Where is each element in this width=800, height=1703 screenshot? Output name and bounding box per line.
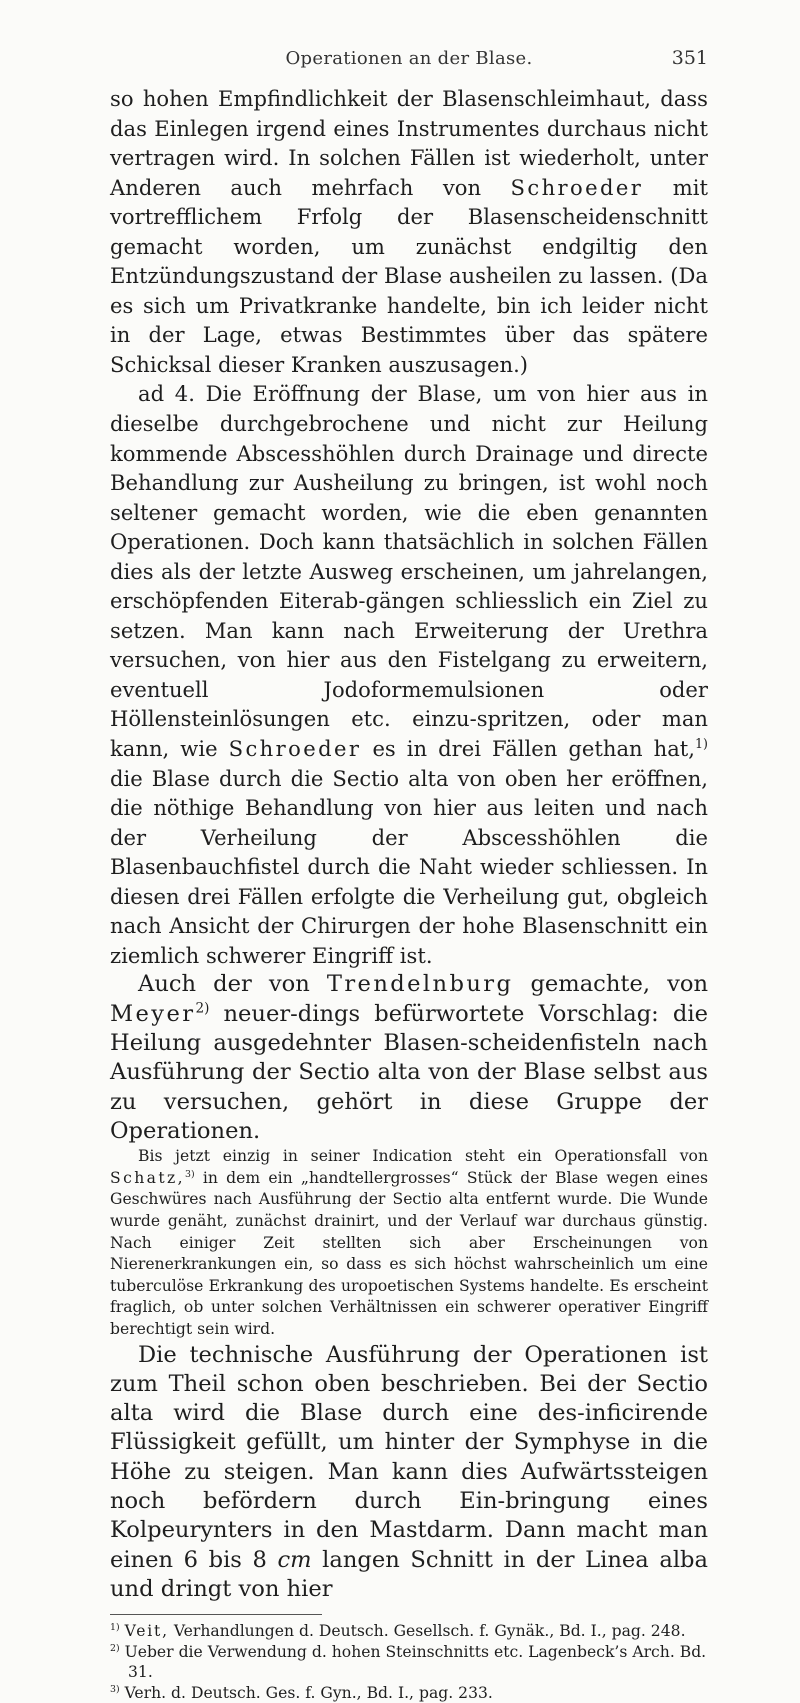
footnote — [110, 1621, 708, 1642]
author-name: Veit, — [124, 1622, 169, 1641]
author-name: Meyer — [110, 1000, 196, 1027]
footnote-text: Verh. d. Deutsch. Ges. f. Gyn., Bd. I., pag. 233. — [124, 1683, 493, 1702]
footnote-mark: 2) — [110, 1642, 120, 1654]
unit: cm — [277, 1546, 312, 1573]
page-number: 351 — [671, 47, 708, 69]
paragraph-ad-4 — [110, 379, 708, 970]
text-run: Die technische Ausführung der Operationen ist zum Theil schon oben beschrieben. Bei der Sectio alta wird die Blase durch eine des-inficirende Flüssigkeit gefüllt, um hinter der Symphyse in die Höhe zu steigen. Man kann dies Aufwärtssteigen noch befördern durch Ein-bringung eines Kolpeurynters in den Mastdarm. Dann macht man einen 6 bis 8 — [110, 1341, 708, 1573]
footnote-ref: 3) — [185, 1168, 195, 1180]
text-run: langen Schnitt in der Linea alba und dringt von hier — [110, 1546, 708, 1602]
running-header — [110, 0, 708, 84]
footnotes — [110, 1621, 708, 1703]
text-run: in dem ein „handtellergrosses“ Stück der Blase wegen eines Geschwüres nach Ausführung der Sectio alta entfernt wurde. Die Wunde wurde genäht, zunächst drainirt, und der Verlauf war durchaus günstig. Nach einiger Zeit stellten sich aber Erscheinungen von Nierenerkrankungen ein, so dass es sich höchst wahrscheinlich um eine tuberculöse Erkrankung des uropoetischen Systems handelte. Es erscheint fraglich, ob unter solchen Verhältnissen ein schwerer operativer Eingriff berechtigt sein wird. — [110, 1168, 708, 1338]
footnote-ref: 1) — [695, 736, 708, 751]
footnote-mark: 3) — [110, 1683, 120, 1695]
text-run: die Blase durch die Sectio alta von oben her eröffnen, die nöthige Behandlung von hier aus leiten und nach der Verheilung der Abscesshöhlen die Blasenbauchfistel durch die Naht wieder schliessen. In diesen drei Fällen erfolgte die Verheilung gut, obgleich nach Ansicht der Chirurgen der hohe Blasenschnitt ein ziemlich schwerer Eingriff ist. — [110, 765, 708, 968]
author-name: Schroeder — [510, 174, 644, 200]
author-name: Trendelnburg — [326, 971, 514, 998]
paragraph-trendelnburg — [110, 970, 708, 1146]
footnote-text: Verhandlungen d. Deutsch. Gesellsch. f. Gynäk., Bd. I., pag. 248. — [168, 1622, 686, 1641]
footnote — [110, 1642, 708, 1683]
text-run: neuer-dings befürwortete Vorschlag: die Heilung ausgedehnter Blasen-scheidenfisteln nach Ausführung der Sectio alta von der Blase selbst aus zu versuchen, gehört in diese Gruppe der Operationen. — [110, 1000, 708, 1144]
text-run: Bis jetzt einzig in seiner Indication steht ein Operationsfall von — [138, 1147, 708, 1166]
text-run: Auch der von — [138, 971, 327, 998]
text-run: so hohen Empfindlichkeit der Blasenschleimhaut, dass das Einlegen irgend eines Instrumentes durchaus nicht vertragen wird. In solchen Fällen ist wiederholt, unter Anderen auch mehrfach von — [110, 86, 708, 200]
text-run: ad 4. Die Eröffnung der Blase, um von hier aus in dieselbe durchgebrochene und nicht zur Heilung kommende Abscesshöhlen durch Drainage und directe Behandlung zur Ausheilung zu bringen, ist wohl noch seltener gemacht worden, wie die eben genannten Operationen. Doch kann thatsächlich in solchen Fällen dies als der letzte Ausweg erscheinen, um jahrelangen, erschöpfenden Eiterab-gängen schliesslich ein Ziel zu setzen. Man kann nach Erweiterung der Urethra versuchen, von hier aus den Fistelgang zu erweitern, eventuell Jodoformemulsionen oder Höllensteinlösungen etc. einzu-spritzen, oder man kann, wie — [110, 381, 708, 762]
paragraph-technique — [110, 1341, 708, 1605]
text-run: es in drei Fällen gethan hat, — [361, 736, 695, 762]
text-run: mit vortrefflichem Frfolg der Blasenscheidenschnitt gemacht worden, um zunächst endgiltig den Entzündungszustand der Blase ausheilen zu lassen. (Da es sich um Privatkranke handelte, bin ich leider nicht in der Lage, etwas Bestimmtes über das spätere Schicksal dieser Kranken auszusagen.) — [110, 174, 708, 377]
footnote — [110, 1683, 708, 1703]
author-name: Schroeder — [228, 736, 362, 762]
footnote-mark: 1) — [110, 1622, 120, 1634]
small-print-note — [110, 1146, 708, 1340]
author-name: Schatz, — [110, 1168, 185, 1187]
footnote-divider — [110, 1614, 322, 1615]
text-run: gemachte, von — [513, 971, 709, 998]
main-text — [110, 84, 708, 1604]
running-title: Operationen an der Blase. — [285, 48, 533, 69]
footnote-text: Ueber die Verwendung d. hohen Steinschnitts etc. Lagenbeck’s Arch. Bd. 31. — [124, 1642, 707, 1682]
paragraph-continuation — [110, 84, 708, 379]
footnote-ref: 2) — [195, 1000, 210, 1017]
